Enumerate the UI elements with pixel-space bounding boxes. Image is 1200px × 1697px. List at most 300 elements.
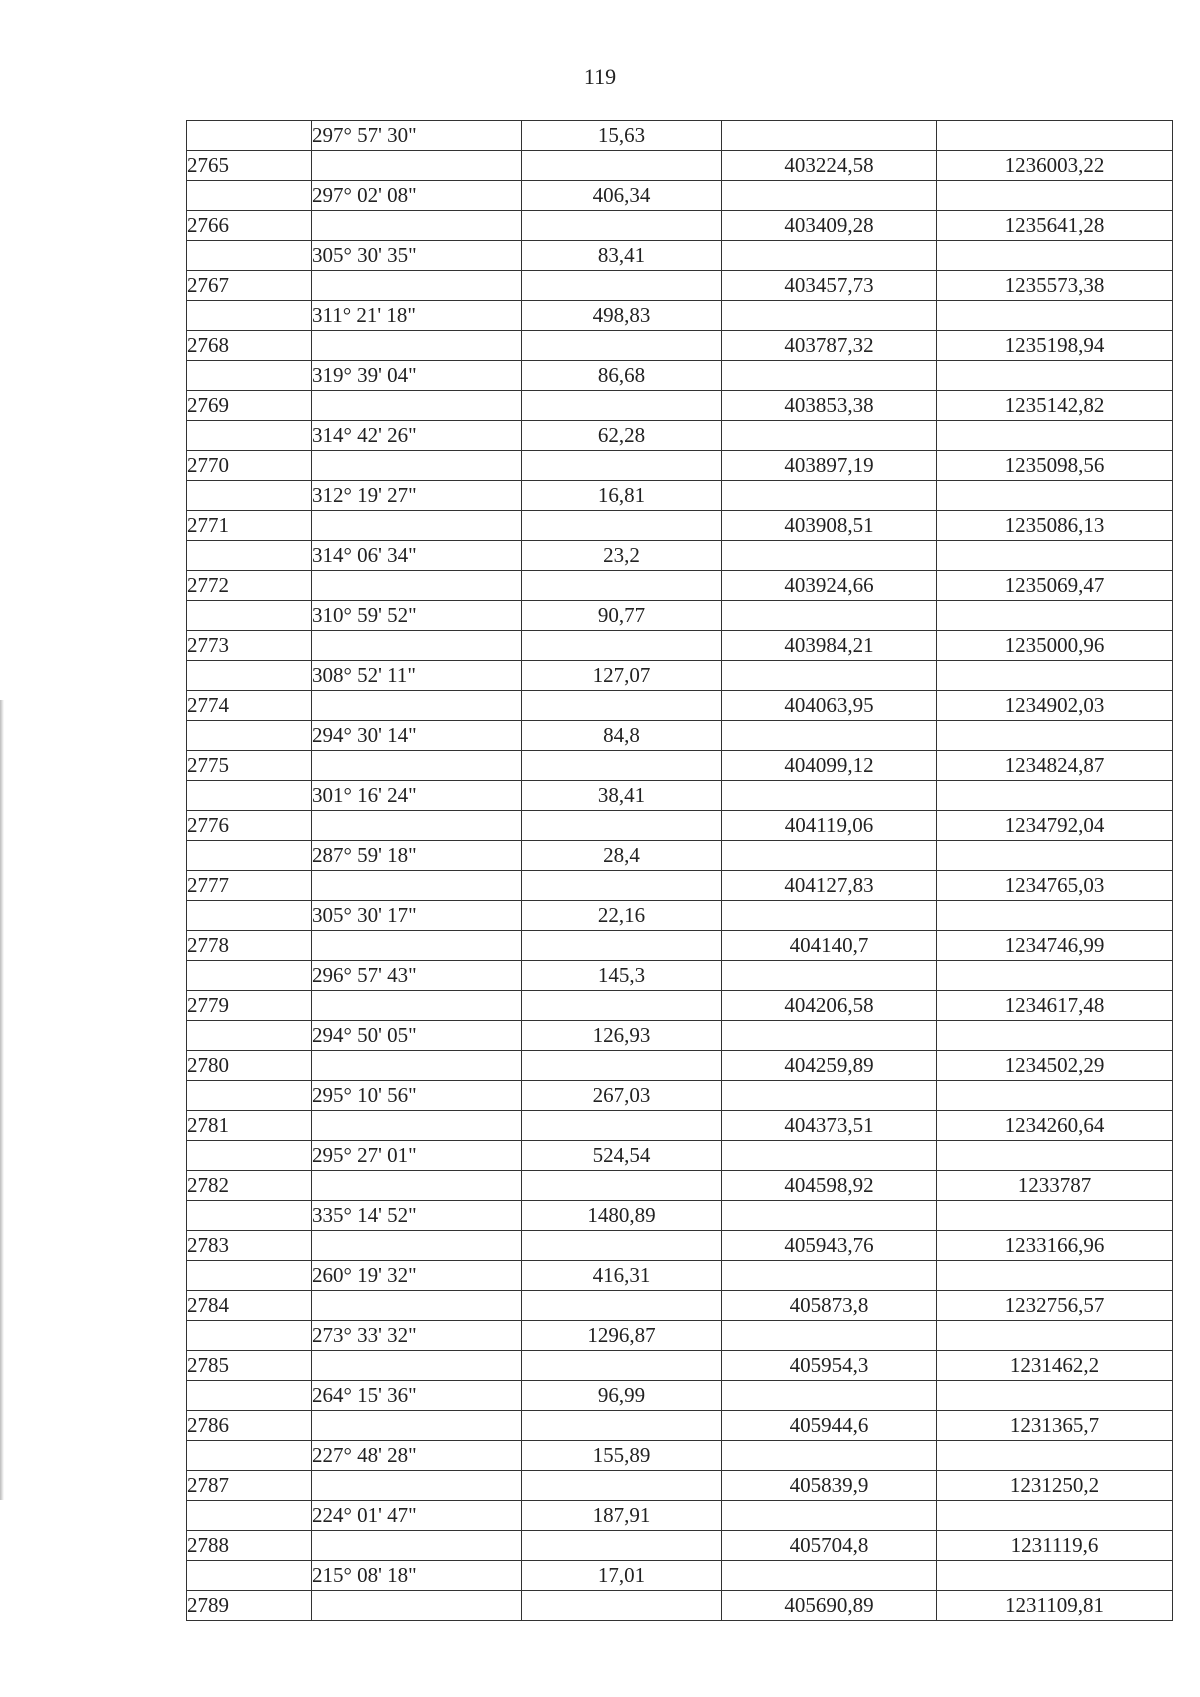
distance-cell — [522, 631, 722, 661]
y-coordinate-cell: 1233166,96 — [937, 1231, 1173, 1261]
y-coordinate-cell: 1235142,82 — [937, 391, 1173, 421]
y-coordinate-cell: 1236003,22 — [937, 151, 1173, 181]
y-coordinate-cell: 1235573,38 — [937, 271, 1173, 301]
distance-cell: 1296,87 — [522, 1321, 722, 1351]
angle-cell: 335° 14' 52" — [312, 1201, 522, 1231]
point-id-cell: 2770 — [187, 451, 312, 481]
point-id-cell — [187, 1441, 312, 1471]
point-id-cell: 2778 — [187, 931, 312, 961]
x-coordinate-cell: 404099,12 — [722, 751, 937, 781]
x-coordinate-cell — [722, 781, 937, 811]
x-coordinate-cell: 403457,73 — [722, 271, 937, 301]
y-coordinate-cell — [937, 841, 1173, 871]
point-id-cell — [187, 841, 312, 871]
angle-cell — [312, 211, 522, 241]
angle-cell: 260° 19' 32" — [312, 1261, 522, 1291]
distance-cell — [522, 1291, 722, 1321]
y-coordinate-cell: 1234902,03 — [937, 691, 1173, 721]
point-row — [187, 151, 1173, 181]
angle-cell — [312, 1531, 522, 1561]
y-coordinate-cell — [937, 1201, 1173, 1231]
x-coordinate-cell — [722, 1441, 937, 1471]
x-coordinate-cell: 403984,21 — [722, 631, 937, 661]
angle-cell — [312, 811, 522, 841]
distance-cell: 90,77 — [522, 601, 722, 631]
angle-cell: 312° 19' 27" — [312, 481, 522, 511]
point-id-cell — [187, 241, 312, 271]
y-coordinate-cell — [937, 1561, 1173, 1591]
point-row — [187, 271, 1173, 301]
x-coordinate-cell: 403853,38 — [722, 391, 937, 421]
y-coordinate-cell: 1231119,6 — [937, 1531, 1173, 1561]
point-row — [187, 571, 1173, 601]
x-coordinate-cell — [722, 1501, 937, 1531]
x-coordinate-cell: 403908,51 — [722, 511, 937, 541]
segment-row — [187, 1261, 1173, 1291]
point-row — [187, 1351, 1173, 1381]
point-id-cell: 2765 — [187, 151, 312, 181]
segment-row — [187, 181, 1173, 211]
y-coordinate-cell: 1235069,47 — [937, 571, 1173, 601]
point-id-cell: 2788 — [187, 1531, 312, 1561]
y-coordinate-cell: 1231462,2 — [937, 1351, 1173, 1381]
distance-cell — [522, 931, 722, 961]
x-coordinate-cell — [722, 1381, 937, 1411]
point-id-cell: 2782 — [187, 1171, 312, 1201]
angle-cell — [312, 151, 522, 181]
segment-row — [187, 961, 1173, 991]
y-coordinate-cell — [937, 121, 1173, 151]
distance-cell: 126,93 — [522, 1021, 722, 1051]
angle-cell: 224° 01' 47" — [312, 1501, 522, 1531]
distance-cell — [522, 1351, 722, 1381]
distance-cell — [522, 571, 722, 601]
angle-cell — [312, 1591, 522, 1621]
point-id-cell: 2780 — [187, 1051, 312, 1081]
segment-row — [187, 301, 1173, 331]
distance-cell — [522, 1591, 722, 1621]
segment-row — [187, 1381, 1173, 1411]
distance-cell — [522, 1111, 722, 1141]
x-coordinate-cell — [722, 1261, 937, 1291]
angle-cell: 264° 15' 36" — [312, 1381, 522, 1411]
x-coordinate-cell: 404206,58 — [722, 991, 937, 1021]
angle-cell — [312, 451, 522, 481]
distance-cell — [522, 1471, 722, 1501]
distance-cell: 17,01 — [522, 1561, 722, 1591]
scan-edge-shadow — [0, 700, 4, 1500]
x-coordinate-cell: 405954,3 — [722, 1351, 937, 1381]
y-coordinate-cell: 1235198,94 — [937, 331, 1173, 361]
angle-cell: 314° 06' 34" — [312, 541, 522, 571]
x-coordinate-cell — [722, 1321, 937, 1351]
x-coordinate-cell — [722, 181, 937, 211]
x-coordinate-cell: 405873,8 — [722, 1291, 937, 1321]
distance-cell: 28,4 — [522, 841, 722, 871]
y-coordinate-cell — [937, 721, 1173, 751]
x-coordinate-cell — [722, 1201, 937, 1231]
angle-cell — [312, 1051, 522, 1081]
x-coordinate-cell: 405839,9 — [722, 1471, 937, 1501]
segment-row — [187, 721, 1173, 751]
segment-row — [187, 541, 1173, 571]
angle-cell: 287° 59' 18" — [312, 841, 522, 871]
y-coordinate-cell — [937, 421, 1173, 451]
distance-cell — [522, 151, 722, 181]
point-id-cell — [187, 781, 312, 811]
y-coordinate-cell: 1235098,56 — [937, 451, 1173, 481]
x-coordinate-cell: 404373,51 — [722, 1111, 937, 1141]
angle-cell: 295° 27' 01" — [312, 1141, 522, 1171]
point-id-cell — [187, 1081, 312, 1111]
distance-cell: 498,83 — [522, 301, 722, 331]
distance-cell: 83,41 — [522, 241, 722, 271]
segment-row — [187, 1141, 1173, 1171]
angle-cell: 296° 57' 43" — [312, 961, 522, 991]
distance-cell — [522, 991, 722, 1021]
point-row — [187, 1591, 1173, 1621]
segment-row — [187, 1081, 1173, 1111]
y-coordinate-cell: 1234792,04 — [937, 811, 1173, 841]
x-coordinate-cell — [722, 721, 937, 751]
distance-cell — [522, 271, 722, 301]
point-id-cell: 2785 — [187, 1351, 312, 1381]
distance-cell — [522, 1171, 722, 1201]
angle-cell — [312, 1351, 522, 1381]
distance-cell — [522, 1051, 722, 1081]
angle-cell: 215° 08' 18" — [312, 1561, 522, 1591]
angle-cell: 273° 33' 32" — [312, 1321, 522, 1351]
distance-cell: 16,81 — [522, 481, 722, 511]
angle-cell — [312, 1411, 522, 1441]
distance-cell: 96,99 — [522, 1381, 722, 1411]
x-coordinate-cell — [722, 301, 937, 331]
point-row — [187, 811, 1173, 841]
point-id-cell — [187, 421, 312, 451]
distance-cell: 86,68 — [522, 361, 722, 391]
x-coordinate-cell — [722, 961, 937, 991]
angle-cell: 297° 02' 08" — [312, 181, 522, 211]
x-coordinate-cell: 404063,95 — [722, 691, 937, 721]
y-coordinate-cell — [937, 1261, 1173, 1291]
y-coordinate-cell — [937, 1501, 1173, 1531]
y-coordinate-cell — [937, 181, 1173, 211]
point-row — [187, 931, 1173, 961]
x-coordinate-cell — [722, 541, 937, 571]
point-id-cell — [187, 361, 312, 391]
y-coordinate-cell — [937, 241, 1173, 271]
point-row — [187, 1171, 1173, 1201]
segment-row — [187, 1321, 1173, 1351]
point-row — [187, 511, 1173, 541]
point-id-cell — [187, 1141, 312, 1171]
point-id-cell — [187, 901, 312, 931]
point-id-cell — [187, 1561, 312, 1591]
distance-cell — [522, 1411, 722, 1441]
point-id-cell: 2771 — [187, 511, 312, 541]
y-coordinate-cell — [937, 301, 1173, 331]
angle-cell — [312, 1471, 522, 1501]
point-id-cell: 2789 — [187, 1591, 312, 1621]
angle-cell — [312, 511, 522, 541]
segment-row — [187, 1561, 1173, 1591]
point-id-cell — [187, 1201, 312, 1231]
point-row — [187, 871, 1173, 901]
y-coordinate-cell — [937, 1381, 1173, 1411]
distance-cell — [522, 811, 722, 841]
y-coordinate-cell: 1234765,03 — [937, 871, 1173, 901]
distance-cell — [522, 751, 722, 781]
point-row — [187, 1291, 1173, 1321]
segment-row — [187, 841, 1173, 871]
x-coordinate-cell: 405944,6 — [722, 1411, 937, 1441]
point-id-cell: 2766 — [187, 211, 312, 241]
point-row — [187, 751, 1173, 781]
y-coordinate-cell: 1235000,96 — [937, 631, 1173, 661]
angle-cell — [312, 751, 522, 781]
point-id-cell: 2775 — [187, 751, 312, 781]
angle-cell — [312, 331, 522, 361]
point-id-cell — [187, 121, 312, 151]
y-coordinate-cell — [937, 1081, 1173, 1111]
x-coordinate-cell: 404127,83 — [722, 871, 937, 901]
distance-cell: 38,41 — [522, 781, 722, 811]
angle-cell: 294° 30' 14" — [312, 721, 522, 751]
x-coordinate-cell: 404259,89 — [722, 1051, 937, 1081]
x-coordinate-cell: 405704,8 — [722, 1531, 937, 1561]
point-row — [187, 1531, 1173, 1561]
angle-cell — [312, 271, 522, 301]
x-coordinate-cell — [722, 661, 937, 691]
angle-cell — [312, 571, 522, 601]
x-coordinate-cell: 404140,7 — [722, 931, 937, 961]
point-row — [187, 691, 1173, 721]
distance-cell: 127,07 — [522, 661, 722, 691]
y-coordinate-cell — [937, 481, 1173, 511]
point-id-cell — [187, 601, 312, 631]
segment-row — [187, 901, 1173, 931]
y-coordinate-cell: 1231109,81 — [937, 1591, 1173, 1621]
point-row — [187, 631, 1173, 661]
angle-cell: 311° 21' 18" — [312, 301, 522, 331]
point-id-cell: 2779 — [187, 991, 312, 1021]
segment-row — [187, 781, 1173, 811]
y-coordinate-cell: 1234502,29 — [937, 1051, 1173, 1081]
y-coordinate-cell: 1235086,13 — [937, 511, 1173, 541]
point-id-cell: 2783 — [187, 1231, 312, 1261]
angle-cell: 305° 30' 17" — [312, 901, 522, 931]
x-coordinate-cell: 405690,89 — [722, 1591, 937, 1621]
angle-cell — [312, 931, 522, 961]
distance-cell: 406,34 — [522, 181, 722, 211]
y-coordinate-cell — [937, 1441, 1173, 1471]
point-row — [187, 1411, 1173, 1441]
distance-cell: 524,54 — [522, 1141, 722, 1171]
x-coordinate-cell — [722, 1021, 937, 1051]
point-id-cell — [187, 1501, 312, 1531]
distance-cell — [522, 871, 722, 901]
y-coordinate-cell: 1231250,2 — [937, 1471, 1173, 1501]
point-id-cell: 2768 — [187, 331, 312, 361]
angle-cell: 227° 48' 28" — [312, 1441, 522, 1471]
page-number: 119 — [583, 64, 617, 89]
distance-cell — [522, 511, 722, 541]
point-id-cell — [187, 1321, 312, 1351]
point-id-cell — [187, 541, 312, 571]
point-id-cell — [187, 661, 312, 691]
angle-cell — [312, 691, 522, 721]
point-id-cell: 2773 — [187, 631, 312, 661]
point-id-cell — [187, 721, 312, 751]
y-coordinate-cell: 1232756,57 — [937, 1291, 1173, 1321]
distance-cell: 1480,89 — [522, 1201, 722, 1231]
point-id-cell: 2774 — [187, 691, 312, 721]
x-coordinate-cell: 404119,06 — [722, 811, 937, 841]
point-row — [187, 331, 1173, 361]
angle-cell: 305° 30' 35" — [312, 241, 522, 271]
point-id-cell: 2781 — [187, 1111, 312, 1141]
angle-cell — [312, 1111, 522, 1141]
x-coordinate-cell — [722, 241, 937, 271]
angle-cell: 295° 10' 56" — [312, 1081, 522, 1111]
x-coordinate-cell: 403924,66 — [722, 571, 937, 601]
segment-row — [187, 421, 1173, 451]
distance-cell — [522, 451, 722, 481]
x-coordinate-cell: 403787,32 — [722, 331, 937, 361]
point-id-cell — [187, 1261, 312, 1291]
distance-cell — [522, 691, 722, 721]
distance-cell: 155,89 — [522, 1441, 722, 1471]
angle-cell: 319° 39' 04" — [312, 361, 522, 391]
x-coordinate-cell — [722, 1081, 937, 1111]
x-coordinate-cell — [722, 421, 937, 451]
point-id-cell — [187, 181, 312, 211]
y-coordinate-cell — [937, 361, 1173, 391]
x-coordinate-cell — [722, 1561, 937, 1591]
y-coordinate-cell — [937, 781, 1173, 811]
x-coordinate-cell — [722, 1141, 937, 1171]
x-coordinate-cell: 404598,92 — [722, 1171, 937, 1201]
y-coordinate-cell — [937, 1141, 1173, 1171]
x-coordinate-cell — [722, 121, 937, 151]
x-coordinate-cell — [722, 901, 937, 931]
point-row — [187, 391, 1173, 421]
distance-cell — [522, 1531, 722, 1561]
x-coordinate-cell — [722, 601, 937, 631]
distance-cell: 22,16 — [522, 901, 722, 931]
point-row — [187, 991, 1173, 1021]
segment-row — [187, 1021, 1173, 1051]
y-coordinate-cell: 1233787 — [937, 1171, 1173, 1201]
point-id-cell: 2772 — [187, 571, 312, 601]
segment-row — [187, 481, 1173, 511]
y-coordinate-cell — [937, 1021, 1173, 1051]
point-id-cell: 2784 — [187, 1291, 312, 1321]
y-coordinate-cell: 1235641,28 — [937, 211, 1173, 241]
x-coordinate-cell: 403224,58 — [722, 151, 937, 181]
segment-row — [187, 1501, 1173, 1531]
distance-cell: 187,91 — [522, 1501, 722, 1531]
point-id-cell: 2786 — [187, 1411, 312, 1441]
x-coordinate-cell: 403409,28 — [722, 211, 937, 241]
angle-cell: 301° 16' 24" — [312, 781, 522, 811]
distance-cell — [522, 391, 722, 421]
y-coordinate-cell: 1234260,64 — [937, 1111, 1173, 1141]
angle-cell — [312, 991, 522, 1021]
angle-cell — [312, 391, 522, 421]
x-coordinate-cell — [722, 361, 937, 391]
segment-row — [187, 661, 1173, 691]
x-coordinate-cell: 405943,76 — [722, 1231, 937, 1261]
distance-cell — [522, 211, 722, 241]
point-id-cell — [187, 1021, 312, 1051]
point-row — [187, 451, 1173, 481]
y-coordinate-cell: 1234617,48 — [937, 991, 1173, 1021]
coordinates-table — [186, 120, 1173, 1621]
angle-cell — [312, 1171, 522, 1201]
angle-cell — [312, 1231, 522, 1261]
angle-cell: 294° 50' 05" — [312, 1021, 522, 1051]
y-coordinate-cell: 1234746,99 — [937, 931, 1173, 961]
distance-cell: 84,8 — [522, 721, 722, 751]
distance-cell — [522, 1231, 722, 1261]
segment-row — [187, 601, 1173, 631]
segment-row — [187, 241, 1173, 271]
distance-cell: 15,63 — [522, 121, 722, 151]
y-coordinate-cell — [937, 661, 1173, 691]
point-id-cell: 2776 — [187, 811, 312, 841]
y-coordinate-cell: 1234824,87 — [937, 751, 1173, 781]
distance-cell — [522, 331, 722, 361]
angle-cell: 314° 42' 26" — [312, 421, 522, 451]
point-id-cell: 2777 — [187, 871, 312, 901]
segment-row — [187, 1201, 1173, 1231]
angle-cell — [312, 871, 522, 901]
distance-cell: 416,31 — [522, 1261, 722, 1291]
point-row — [187, 1471, 1173, 1501]
point-row — [187, 211, 1173, 241]
y-coordinate-cell — [937, 541, 1173, 571]
distance-cell: 23,2 — [522, 541, 722, 571]
angle-cell — [312, 631, 522, 661]
point-row — [187, 1051, 1173, 1081]
angle-cell: 308° 52' 11" — [312, 661, 522, 691]
distance-cell: 145,3 — [522, 961, 722, 991]
distance-cell: 267,03 — [522, 1081, 722, 1111]
angle-cell: 297° 57' 30" — [312, 121, 522, 151]
point-id-cell — [187, 481, 312, 511]
point-id-cell — [187, 961, 312, 991]
point-id-cell — [187, 1381, 312, 1411]
coordinates-table-body — [187, 121, 1173, 1621]
distance-cell: 62,28 — [522, 421, 722, 451]
segment-row — [187, 361, 1173, 391]
y-coordinate-cell — [937, 961, 1173, 991]
point-id-cell: 2767 — [187, 271, 312, 301]
x-coordinate-cell — [722, 481, 937, 511]
point-row — [187, 1231, 1173, 1261]
point-id-cell — [187, 301, 312, 331]
y-coordinate-cell — [937, 1321, 1173, 1351]
point-id-cell: 2769 — [187, 391, 312, 421]
segment-row — [187, 121, 1173, 151]
y-coordinate-cell: 1231365,7 — [937, 1411, 1173, 1441]
y-coordinate-cell — [937, 901, 1173, 931]
point-id-cell: 2787 — [187, 1471, 312, 1501]
angle-cell: 310° 59' 52" — [312, 601, 522, 631]
angle-cell — [312, 1291, 522, 1321]
y-coordinate-cell — [937, 601, 1173, 631]
